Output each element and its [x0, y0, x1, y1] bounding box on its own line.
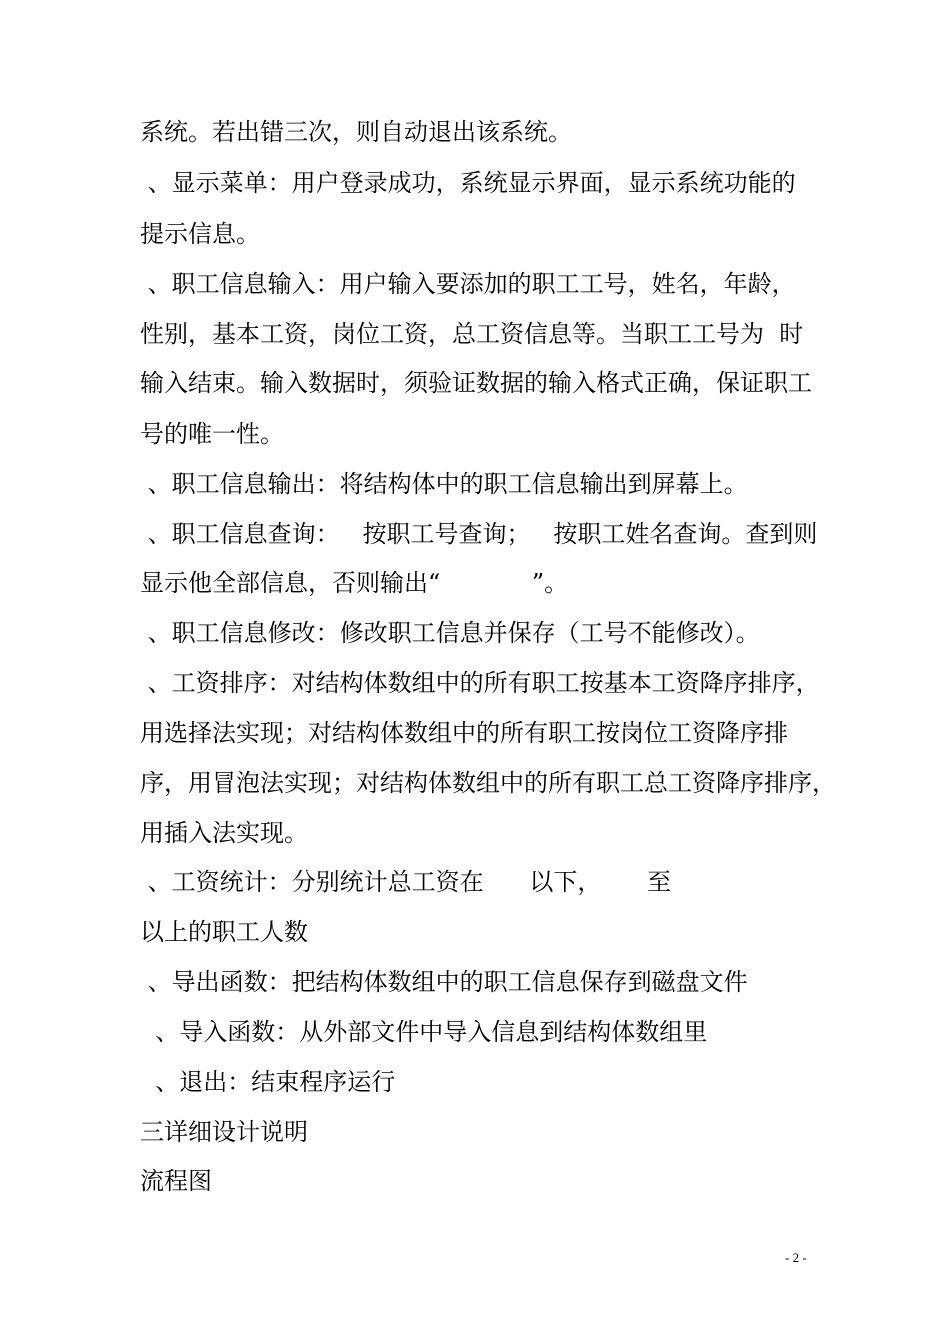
text-line-3: 提示信息。	[140, 220, 260, 248]
text-line-8: 、职工信息输出：将结构体中的职工信息输出到屏幕上。	[140, 470, 748, 498]
text-line-2: 、显示菜单：用户登录成功，系统显示界面，显示系统功能的	[140, 169, 796, 197]
text-line-14: 序，用冒泡法实现；对结构体数组中的所有职工总工资降序排序，	[140, 769, 836, 797]
text-line-18: 、导出函数：把结构体数组中的职工信息保存到磁盘文件	[140, 968, 748, 996]
text-line-6: 输入结束。输入数据时，须验证数据的输入格式正确，保证职工	[140, 369, 812, 397]
text-line-20: 、退出：结束程序运行	[140, 1068, 396, 1096]
page-number: - 2 -	[785, 1250, 807, 1265]
text-line-12: 、工资排序：对结构体数组中的所有职工按基本工资降序排序，	[140, 669, 820, 697]
text-line-4: 、职工信息输入：用户输入要添加的职工工号，姓名，年龄，	[140, 270, 796, 298]
text-line-7: 号的唯一性。	[140, 420, 284, 448]
text-line-17: 以上的职工人数	[140, 918, 308, 946]
text-line-11: 、职工信息修改：修改职工信息并保存（工号不能修改）。	[140, 619, 760, 647]
section-heading: 三详细设计说明	[140, 1118, 308, 1146]
text-line-15: 用插入法实现。	[140, 819, 308, 847]
text-line-1: 系统。若出错三次，则自动退出该系统。	[140, 118, 572, 146]
text-line-16: 、工资统计：分别统计总工资在 以下， 至	[140, 868, 672, 896]
text-line-10: 显示他全部信息，否则输出“ ”。	[140, 569, 569, 597]
text-line-13: 用选择法实现；对结构体数组中的所有职工按岗位工资降序排	[140, 719, 788, 747]
subsection-heading: 流程图	[140, 1167, 212, 1195]
text-line-5: 性别，基本工资，岗位工资，总工资信息等。当职工工号为 时	[140, 320, 804, 348]
text-line-9: 、职工信息查询： 按职工号查询； 按职工姓名查询。查到则	[140, 520, 818, 548]
text-line-19: 、导入函数：从外部文件中导入信息到结构体数组里	[140, 1018, 708, 1046]
